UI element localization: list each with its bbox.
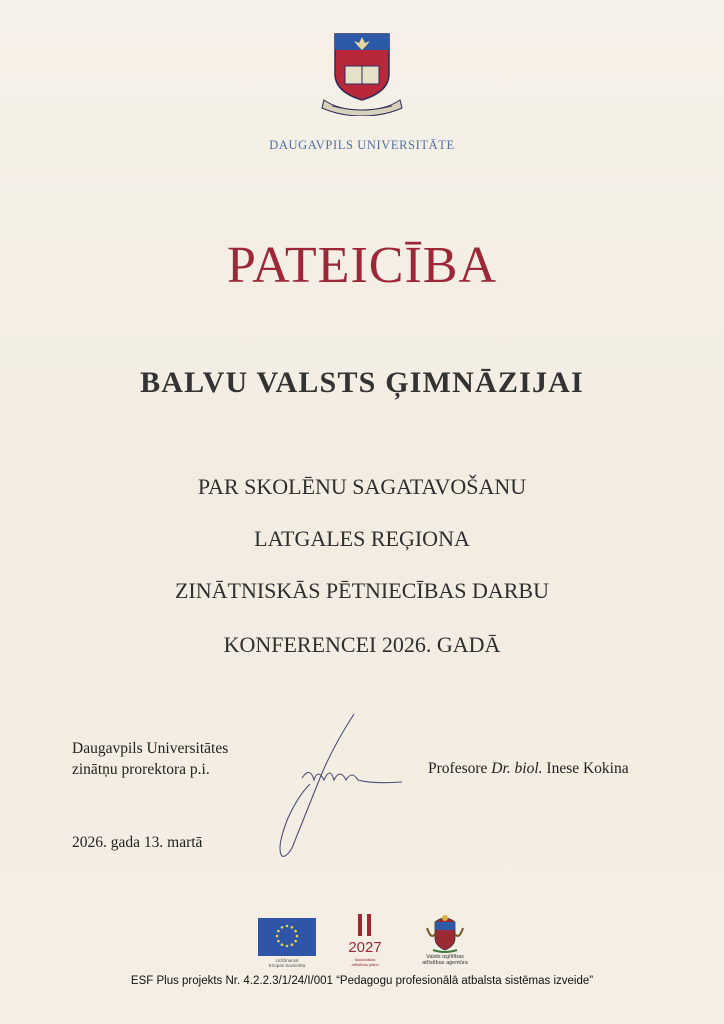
certificate-title: PATEICĪBA [226, 237, 497, 294]
latvia-coat-of-arms-icon [425, 912, 465, 954]
signatory-title: Profesore [428, 760, 492, 777]
university-crest-icon [318, 30, 406, 116]
reason-line-1: PAR SKOLĒNU SAGATAVOŠANU [197, 474, 527, 499]
signatory-name [428, 760, 629, 778]
recipient-name: BALVU VALSTS ĢIMNĀZIJAI [140, 366, 584, 399]
eu-caption [250, 958, 324, 968]
reason-line-2: LATGALES REĢIONA [254, 526, 470, 551]
viaa-caption-line-1: Valsts izglītības [426, 954, 464, 960]
signatory-position [72, 738, 228, 780]
eu-caption-line-2: Eiropas Savienība [268, 963, 306, 968]
position-line-1: Daugavpils Universitātes [72, 740, 229, 757]
eu-flag-icon [258, 918, 316, 956]
viaa-caption-line-2: attīstības aģentūra [422, 960, 468, 966]
position-line-2: zinātņu prorektora p.i. [72, 761, 210, 778]
signatory-degree: Dr. biol. [491, 760, 543, 777]
np-caption-line-2: attīstības plāns [351, 961, 379, 967]
np-caption-line-1: Nacionālais [354, 957, 376, 962]
project-footer: ESF Plus projekts Nr. 4.2.2.3/1/24/I/001 “Pedagogu profesionālā atbalsta sistēmas izveide” [130, 975, 594, 987]
issue-date: 2026. gada 13. martā [72, 834, 203, 851]
eu-caption-line-1: Līdzfinansē [275, 958, 299, 963]
np-caption [336, 958, 394, 967]
sponsor-logos [0, 910, 724, 972]
viaa-caption [406, 954, 484, 966]
reason-line-3: ZINĀTNISKĀS PĒTNIECĪBAS DARBU [174, 578, 549, 603]
signatory-fullname: Inese Kokina [542, 760, 629, 777]
reason-line-4: KONFERENCEI 2026. GADĀ [223, 632, 501, 657]
university-name: DAUGAVPILS UNIVERSITĀTE [269, 138, 455, 152]
np-year: 2027 [348, 939, 382, 956]
handwritten-signature [262, 708, 422, 868]
